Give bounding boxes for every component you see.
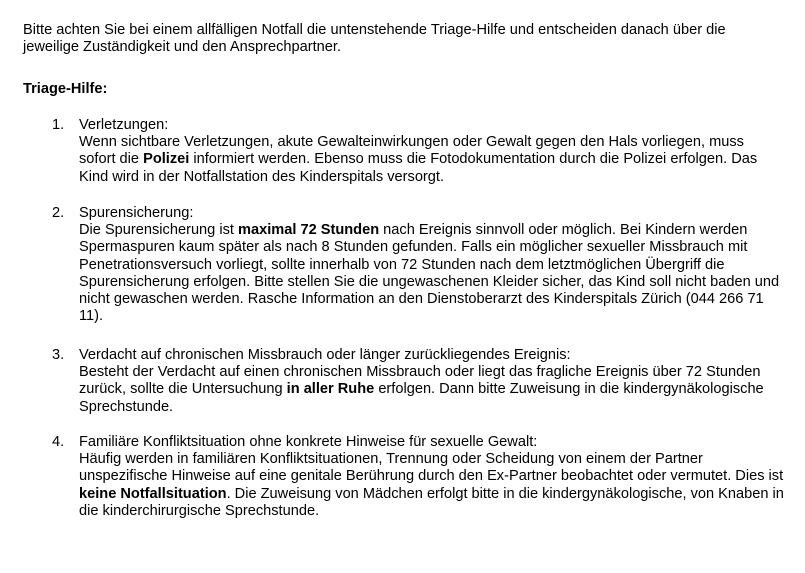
item-text bbox=[79, 451, 784, 520]
item-title: Familiäre Konfliktsituation ohne konkrete Hinweise für sexuelle Gewalt: bbox=[79, 434, 538, 450]
triage-heading: Triage-Hilfe: bbox=[23, 81, 108, 97]
item-text-segment: Häufig werden in familiären Konfliktsituationen, Trennung oder Scheidung von einem der Partner unspezifische Hinweise auf eine genitale Berührung durch den Ex-Partner beobachtet oder vermutet. Dies ist bbox=[79, 451, 784, 485]
item-title: Verdacht auf chronischen Missbrauch oder länger zurückliegendes Ereignis: bbox=[79, 347, 571, 363]
item-text-segment: Die Spurensicherung ist bbox=[79, 222, 238, 239]
intro-paragraph: Bitte achten Sie bei einem allfälligen Notfall die untenstehende Triage-Hilfe und entscheiden danach über die jeweilige Zuständigkeit und den Ansprechpartner. bbox=[23, 22, 726, 56]
item-text-emphasis: keine Notfallsituation bbox=[79, 485, 227, 502]
item-title: Spurensicherung: bbox=[79, 205, 194, 221]
item-text-segment: . Die Zuweisung von Mädchen erfolgt bitte in die kindergynäkologische, von Knaben in die kinderchirurgische Sprechstunde. bbox=[79, 485, 784, 519]
item-text-emphasis: Polizei bbox=[143, 151, 190, 168]
item-body bbox=[79, 347, 784, 416]
item-text-emphasis: in aller Ruhe bbox=[286, 381, 375, 398]
item-body bbox=[79, 205, 784, 325]
item-text-segment: Besteht der Verdacht auf einen chronischen Missbrauch oder liegt das fragliche Ereignis über 72 Stunden zurück, sollte die Untersuchung bbox=[79, 364, 761, 398]
item-text bbox=[79, 134, 784, 186]
item-number: 4. bbox=[52, 434, 65, 450]
item-number: 2. bbox=[52, 205, 65, 221]
item-text bbox=[79, 222, 784, 325]
item-number: 1. bbox=[52, 117, 65, 133]
item-number: 3. bbox=[52, 347, 65, 363]
item-text-segment: informiert werden. Ebenso muss die Fotodokumentation durch die Polizei erfolgen. Das Kind wird in der Notfallstation des Kinderspitals versorgt. bbox=[79, 151, 758, 185]
item-text-segment: nach Ereignis sinnvoll oder möglich. Bei Kindern werden Spermaspuren kaum später als nach 8 Stunden gefunden. Falls ein möglicher sexueller Missbrauch mit Penetrationsversuch vorliegt, sollte innerhalb von 72 Stunden nach dem letztmöglichen Übergriff die Spurensicherung erfolgen. Bitte stellen Sie die ungewaschenen Kleider sicher, das Kind soll nicht baden und nicht gewaschen werden. Rasche Information an den Dienstoberarzt des Kinderspitals Zürich (044 266 71 11). bbox=[79, 222, 780, 325]
item-text-segment: erfolgen. Dann bitte Zuweisung in die kindergynäkologische Sprechstunde. bbox=[79, 381, 764, 415]
item-text-emphasis: maximal 72 Stunden bbox=[238, 222, 380, 239]
item-body bbox=[79, 117, 784, 186]
item-text-segment: Wenn sichtbare Verletzungen, akute Gewalteinwirkungen oder Gewalt gegen den Hals vorliegen, muss sofort die bbox=[79, 134, 744, 168]
item-title: Verletzungen: bbox=[79, 117, 169, 133]
item-text bbox=[79, 364, 784, 416]
item-body bbox=[79, 434, 784, 520]
